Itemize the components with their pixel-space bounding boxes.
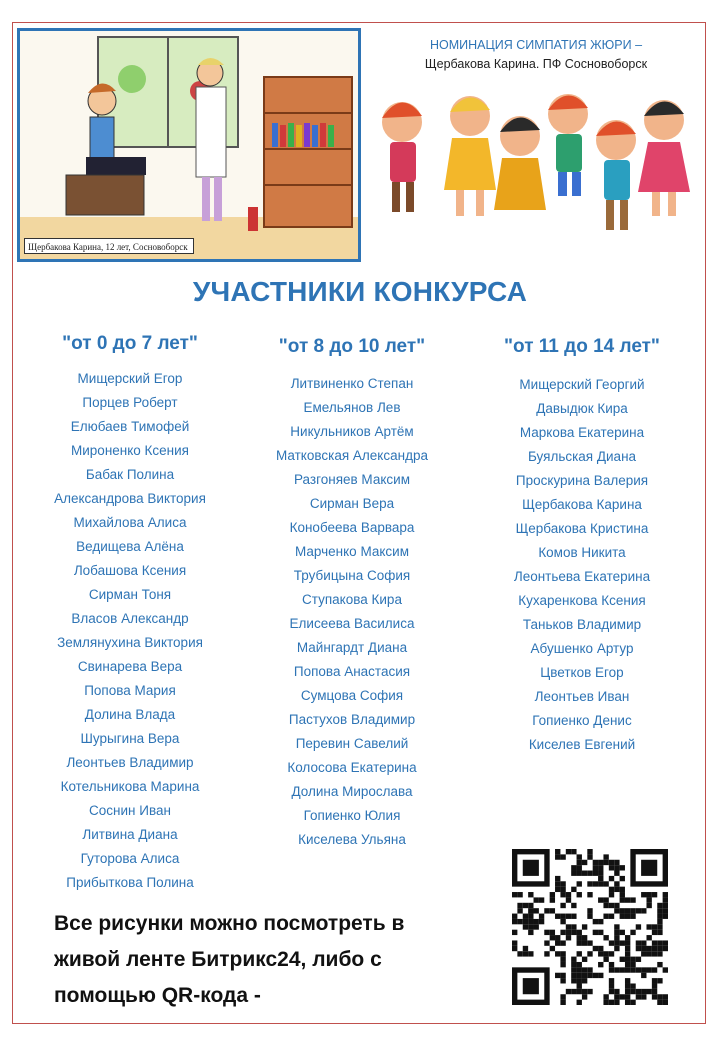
participant-name: Леонтьев Владимир bbox=[66, 755, 194, 770]
participant-name: Елисеева Василиса bbox=[289, 616, 415, 631]
participant-name: Трубицына София bbox=[293, 568, 411, 583]
participant-list bbox=[252, 372, 452, 852]
participant-name: Разгоняев Максим bbox=[294, 472, 410, 487]
nomination-title: НОМИНАЦИЯ СИМПАТИЯ ЖЮРИ – bbox=[429, 38, 643, 52]
participant-name: Щербакова Карина bbox=[522, 497, 642, 512]
participant-name: Свинарева Вера bbox=[77, 659, 183, 674]
participant-name: Сумцова София bbox=[300, 688, 404, 703]
column-age-11-14 bbox=[482, 336, 682, 757]
column-heading: "от 11 до 14 лет" bbox=[504, 336, 660, 357]
participant-name: Буяльская Диана bbox=[527, 449, 637, 464]
participant-name: Конобеева Варвара bbox=[289, 520, 415, 535]
participant-name: Власов Александр bbox=[71, 611, 189, 626]
participant-name: Ведищева Алёна bbox=[76, 539, 184, 554]
participant-name: Щербакова Кристина bbox=[515, 521, 649, 536]
column-age-0-7 bbox=[30, 333, 230, 895]
participant-name: Пастухов Владимир bbox=[288, 712, 416, 727]
participant-name: Сирман Вера bbox=[309, 496, 395, 511]
participant-name: Мищерский Егор bbox=[77, 371, 183, 386]
participant-name: Абушенко Артур bbox=[530, 641, 634, 656]
participant-name: Прибыткова Полина bbox=[66, 875, 194, 890]
participant-name: Елюбаев Тимофей bbox=[70, 419, 190, 434]
participant-name: Гопиенко Юлия bbox=[303, 808, 401, 823]
participant-name: Котельникова Марина bbox=[60, 779, 200, 794]
participant-name: Литвина Диана bbox=[82, 827, 178, 842]
participant-name: Долина Мирослава bbox=[291, 784, 413, 799]
qr-code[interactable] bbox=[512, 849, 668, 1010]
participant-list bbox=[30, 367, 230, 895]
participant-name: Сирман Тоня bbox=[88, 587, 172, 602]
footer-note: Все рисунки можно посмотреть в живой ленте Битрикс24, либо с помощью QR-кода - bbox=[54, 912, 405, 1007]
participant-name: Комов Никита bbox=[538, 545, 626, 560]
participant-name: Леонтьева Екатерина bbox=[513, 569, 651, 584]
participant-name: Леонтьев Иван bbox=[534, 689, 630, 704]
participant-name: Попова Мария bbox=[84, 683, 176, 698]
participant-name: Перевин Савелий bbox=[295, 736, 409, 751]
participant-name: Колосова Екатерина bbox=[287, 760, 417, 775]
participant-name: Проскурина Валерия bbox=[515, 473, 649, 488]
participant-name: Александрова Виктория bbox=[54, 491, 206, 506]
participant-name: Долина Влада bbox=[84, 707, 176, 722]
participant-name: Киселев Евгений bbox=[528, 737, 636, 752]
participant-name: Цветков Егор bbox=[540, 665, 624, 680]
participant-name: Кухаренкова Ксения bbox=[518, 593, 646, 608]
contest-drawing-image bbox=[17, 28, 361, 262]
participant-name: Мищерский Георгий bbox=[519, 377, 645, 392]
participant-name: Маркова Екатерина bbox=[519, 425, 645, 440]
participant-name: Ступакова Кира bbox=[302, 592, 402, 607]
participant-name: Майнгардт Диана bbox=[296, 640, 408, 655]
participant-name: Бабак Полина bbox=[85, 467, 175, 482]
participant-name: Попова Анастасия bbox=[293, 664, 411, 679]
participant-name: Порцев Роберт bbox=[82, 395, 178, 410]
participant-name: Гопиенко Денис bbox=[532, 713, 632, 728]
participant-name: Киселева Ульяна bbox=[298, 832, 406, 847]
participant-name: Никульников Артём bbox=[290, 424, 414, 439]
column-age-8-10 bbox=[252, 336, 452, 852]
participant-name: Емельянов Лев bbox=[303, 400, 401, 415]
participant-name: Таньков Владимир bbox=[522, 617, 642, 632]
participant-name: Матковская Александра bbox=[276, 448, 428, 463]
page-title: УЧАСТНИКИ КОНКУРСА bbox=[192, 276, 528, 307]
dancing-children-illustration bbox=[372, 88, 698, 253]
drawing-caption: Щербакова Карина, 12 лет, Сосновоборск bbox=[24, 238, 194, 254]
participant-name: Михайлова Алиса bbox=[73, 515, 187, 530]
participant-name: Литвиненко Степан bbox=[290, 376, 414, 391]
participant-name: Соснин Иван bbox=[89, 803, 171, 818]
participant-name: Землянухина Виктория bbox=[57, 635, 203, 650]
nomination-winner: Щербакова Карина. ПФ Сосновоборск bbox=[424, 57, 648, 71]
participant-list bbox=[482, 373, 682, 757]
column-heading: "от 8 до 10 лет" bbox=[278, 336, 426, 357]
participant-name: Марченко Максим bbox=[295, 544, 409, 559]
participant-name: Давыдюк Кира bbox=[536, 401, 628, 416]
participant-name: Мироненко Ксения bbox=[71, 443, 189, 458]
nomination-block bbox=[396, 36, 676, 74]
column-heading: "от 0 до 7 лет" bbox=[62, 333, 198, 354]
participant-name: Лобашова Ксения bbox=[73, 563, 187, 578]
participant-name: Шурыгина Вера bbox=[80, 731, 180, 746]
participant-name: Гуторова Алиса bbox=[80, 851, 180, 866]
